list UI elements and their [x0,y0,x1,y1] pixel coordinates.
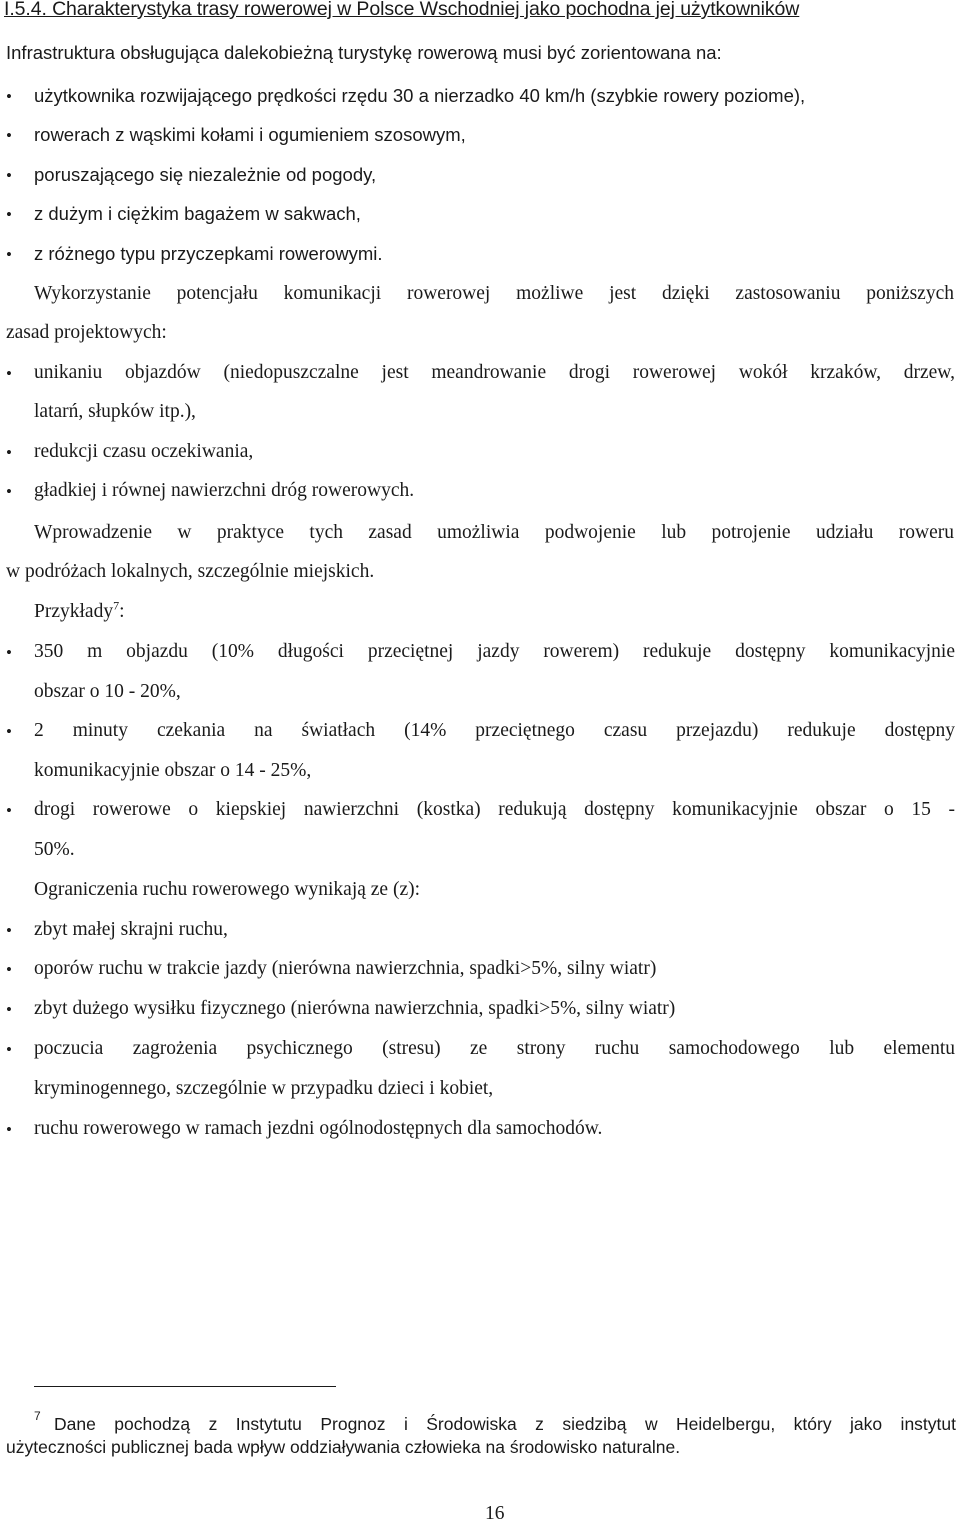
bullet-icon: • [6,443,12,462]
section-heading: I.5.4. Charakterystyka trasy rowerowej w Polsce Wschodniej jako pochodna jej użytkowników [4,0,800,20]
list-item: 350 m objazdu (10% długości przeciętnej jazdy rowerem) redukuje dostępny komunikacyjnie [34,641,955,662]
paragraph-line: zasad projektowych: [6,322,167,343]
footnote-line: Dane pochodzą z Instytutu Prognoz i Środowiska z siedzibą w Heidelbergu, który jako instytut [54,1414,956,1434]
page-number: 16 [485,1503,505,1524]
footnote-number [34,1411,41,1432]
bullet-icon: • [6,1120,12,1139]
list-item-continuation: komunikacyjnie obszar o 14 - 25%, [34,760,312,781]
footnote-ref: 7 [113,598,120,613]
list-item: poczucia zagrożenia psychicznego (stresu) ze strony ruchu samochodowego lub elementu [34,1038,955,1059]
bullet-icon: • [6,643,12,662]
list-item: gładkiej i równej nawierzchni dróg rowerowych. [34,480,415,501]
bullet-icon: • [6,482,12,501]
bullet-icon: • [6,166,12,185]
bullet-icon: • [6,1040,12,1059]
list-item: 2 minuty czekania na światłach (14% przeciętnego czasu przejazdu) redukuje dostępny [34,720,955,741]
list-item: oporów ruchu w trakcie jazdy (nierówna nawierzchnia, spadki>5%, silny wiatr) [34,958,657,979]
examples-label [34,598,125,623]
examples-colon: : [119,601,125,622]
bullet-icon: • [6,245,12,264]
examples-text: Przykłady [34,601,114,622]
list-item-continuation: 50%. [34,839,75,860]
bullet-icon: • [6,722,12,741]
paragraph-line: Wykorzystanie potencjału komunikacji rowerowej możliwe jest dzięki zastosowaniu poniższych [34,283,954,304]
bullet-icon: • [6,801,12,820]
list-item: użytkownika rozwijającego prędkości rzędu 30 a nierzadko 40 km/h (szybkie rowery poziome), [34,85,806,106]
list-item-continuation: kryminogennego, szczególnie w przypadku dzieci i kobiet, [34,1078,494,1099]
bullet-icon: • [6,126,12,145]
bullet-icon: • [6,87,12,106]
bullet-icon: • [6,364,12,383]
list-item: unikaniu objazdów (niedopuszczalne jest meandrowanie drogi rowerowej wokół krzaków, drzew, [34,362,955,383]
list-item: drogi rowerowe o kiepskiej nawierzchni (kostka) redukują dostępny komunikacyjnie obszar o 15 - [34,799,955,820]
list-item: zbyt małej skrajni ruchu, [34,919,228,940]
list-item: rowerach z wąskimi kołami i ogumieniem szosowym, [34,124,466,145]
footnote-separator [34,1386,336,1387]
list-item: z dużym i ciężkim bagażem w sakwach, [34,203,361,224]
intro-text: Infrastruktura obsługująca dalekobieżną turystykę rowerową musi być zorientowana na: [6,42,722,63]
paragraph-line: Wprowadzenie w praktyce tych zasad umożliwia podwojenie lub potrojenie udziału roweru [34,522,954,543]
bullet-icon: • [6,921,12,940]
list-item-continuation: obszar o 10 - 20%, [34,681,181,702]
list-item: poruszającego się niezależnie od pogody, [34,164,377,185]
footnote-number-text: 7 [34,1409,41,1424]
bullet-icon: • [6,1000,12,1019]
list-item: ruchu rowerowego w ramach jezdni ogólnodostępnych dla samochodów. [34,1118,603,1139]
paragraph-line: w podróżach lokalnych, szczególnie miejskich. [6,561,375,582]
list-item: zbyt dużego wysiłku fizycznego (nierówna nawierzchnia, spadki>5%, silny wiatr) [34,998,676,1019]
list-item: z różnego typu przyczepkami rowerowymi. [34,243,383,264]
bullet-icon: • [6,960,12,979]
list-item-continuation: latarń, słupków itp.), [34,401,196,422]
footnote-line: użyteczności publicznej bada wpływ oddziaływania człowieka na środowisko naturalne. [6,1437,681,1457]
bullet-icon: • [6,205,12,224]
limits-intro: Ograniczenia ruchu rowerowego wynikają ze (z): [34,879,421,900]
list-item: redukcji czasu oczekiwania, [34,441,254,462]
